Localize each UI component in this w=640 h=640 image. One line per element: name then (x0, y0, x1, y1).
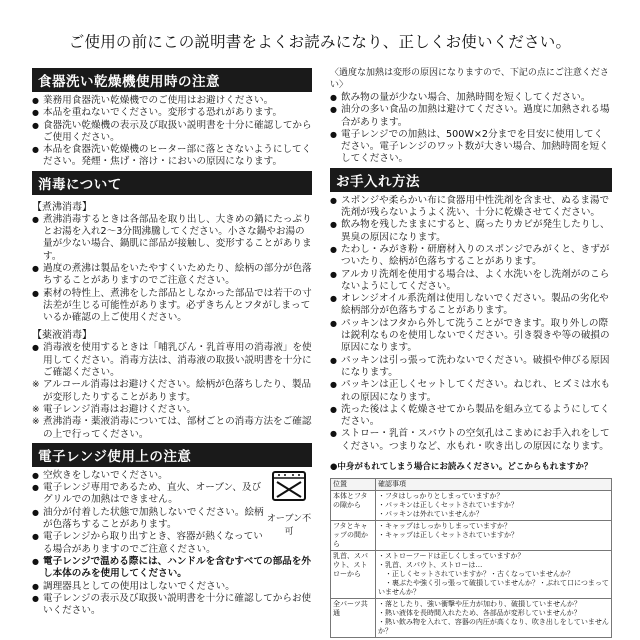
table-cell-check: ・落としたり、強い衝撃や圧力が加わり、破損していませんか？ ・熱い液体を長時間入れたため、各部品が変形していませんか？ ・熱い飲み物を入れて、容器の内圧が高くなり、吹き出しをしていませんか？ (376, 599, 612, 638)
list-item: ● アルカリ洗剤を使用する場合は、よく水洗いをし洗剤がのこらないようにしてください。 (330, 269, 612, 294)
table-cell-location: 全パーツ共通 (331, 599, 376, 638)
overheat-list (330, 92, 612, 166)
table-row (331, 521, 612, 551)
list-item: ● 素材の特性上、煮沸をした部品としなかった部品では若干の寸法差が生じる可能性があります。必ずきちんとフタがしまっているか確認の上ご使用ください。 (32, 288, 312, 325)
table-header-row (331, 479, 612, 491)
list-item: ● たわし・みがき粉・研磨材入りのスポンジでみがくと、きずがついたり、絵柄が色落ちすることがあります。 (330, 244, 612, 269)
disinfection-header: 消毒について (32, 171, 312, 195)
list-item: ● オレンジオイル系洗剤は使用しないでください。製品の劣化や絵柄部分が色落ちすることがあります。 (330, 293, 612, 318)
list-item: ● 過度の煮沸は製品をいたやすくいためたり、絵柄の部分が色落ちすることがありますのでご注意ください。 (32, 263, 312, 288)
list-item: ● 食器洗い乾燥機の表示及び取扱い説明書を十分に確認してからご使用ください。 (32, 120, 312, 145)
table-cell-location: 乳首、スパウト、ストローから (331, 551, 376, 599)
care-list (330, 195, 612, 453)
left-column (32, 66, 312, 617)
list-item: ● 油分が付着した状態で加熱しないでください。絵柄が色落ちすることがあります。 (32, 507, 266, 532)
microwave-header: 電子レンジ使用上の注意 (32, 443, 312, 467)
list-item: ● 電子レンジから取り出すとき、容器が熱くなっている場合がありますのでご注意ください。 (32, 531, 266, 556)
list-item: ● 調理器具としての使用はしないでください。 (32, 581, 312, 593)
list-item: ● パッキンは正しくセットしてください。ねじれ、ヒズミは水もれの原因になります。 (330, 379, 612, 404)
list-item: ● 本品を重ねないでください。変形する恐れがあります。 (32, 107, 312, 119)
leak-table (330, 478, 612, 638)
no-oven-figure (266, 466, 312, 556)
list-item: ● パッキンはフタから外して洗うことができます。取り外しの際は鋭利なものを使用しないでください。引き裂きや等の破損の原因になります。 (330, 318, 612, 355)
list-item: ● 電子レンジ専用であるため、直火、オーブン、及びグリルでの加熱はできません。 (32, 482, 266, 507)
microwave-row (32, 470, 312, 556)
list-item: ● 電子レンジでの加熱は、500W×2分までを目安に使用してください。電子レンジのワット数が大きい場合、加熱時間を短くしてください。 (330, 129, 612, 166)
note-item: ※ アルコール消毒はお避けください。絵柄が色落ちしたり、製品が変形したりすることがあります。 (32, 379, 312, 404)
list-item: ● ストロー・乳首・スパウトの空気孔はこまめにお手入れをしてください。つまりなど、水もれ・吹き出しの原因になります。 (330, 428, 612, 453)
table-cell-location: フタとキャップの間から (331, 521, 376, 551)
care-header: お手入れ方法 (330, 168, 612, 192)
boiling-list (32, 214, 312, 325)
page-title: ご使用の前にこの説明書をよくお読みになり、正しくお使いください。 (68, 33, 572, 51)
list-item: ● 飲み物を残したままにすると、腐ったりカビが発生したりし、異臭の原因になります。 (330, 219, 612, 244)
list-item: ● 油分の多い食品の加熱は避けてください。過度に加熱される場合があります。 (330, 104, 612, 129)
list-item: ● 業務用食器洗い乾燥機でのご使用はお避けください。 (32, 95, 312, 107)
table-row (331, 491, 612, 521)
note-item: ※ 煮沸消毒・薬液消毒については、部材ごとの消毒方法をご確認の上で行ってください。 (32, 416, 312, 441)
list-item: ● 煮沸消毒するときは各部品を取り出し、大きめの鍋にたっぷりとお湯を入れ2～3分間沸騰してください。小さな鍋やお湯の量が少ない場合、鍋肌に部品が接触し、変形することがあります。 (32, 214, 312, 263)
dishwasher-list (32, 95, 312, 169)
chemical-list (32, 342, 312, 440)
table-cell-check: ・キャップはしっかりしまっていますか？ ・キャップは正しくセットされていますか？ (376, 521, 612, 551)
list-item: ● 空炊きをしないでください。 (32, 470, 266, 482)
table-header: 確認事項 (376, 479, 612, 491)
list-item: ● 本品を食器洗い乾燥機のヒーター部に落とさないようにしてください。発煙・焦げ・溶け・においの原因になります。 (32, 144, 312, 169)
microwave-list (32, 470, 266, 556)
table-cell-check: ・ストローフードは正しくしまっていますか？ ・乳首、スパウト、ストローは… ・正しくセットされていますか？・古くなっていませんか？ ・裏ぶたや強く引っ張って破損していませんか？・ぶれて口につまっていませんか？ (376, 551, 612, 599)
list-item: ● 電子レンジの表示及び取扱い説明書を十分に確認してからお使いください。 (32, 593, 312, 618)
note-item: ※ 電子レンジ消毒はお避けください。 (32, 404, 312, 416)
table-cell-location: 本体とフタの隙から (331, 491, 376, 521)
list-item: ● 飲み物の量が少ない場合、加熱時間を短くしてください。 (330, 92, 612, 104)
overheat-intro: 〈過度な加熱は変形の原因になりますので、下記の点にご注意ください〉 (330, 68, 609, 90)
table-header: 位置 (331, 479, 376, 491)
microwave-list-2 (32, 556, 312, 617)
chemical-subheader: 【薬液消毒】 (32, 330, 92, 342)
no-oven-icon (269, 466, 309, 506)
list-item: ● スポンジや柔らかい布に食器用中性洗剤を含ませ、ぬるま湯で洗剤が残らないようよく洗い、十分に乾燥させてください。 (330, 195, 612, 220)
no-oven-caption: オーブン不可 (266, 513, 312, 537)
table-cell-check: ・フタはしっかりとしまっていますか？ ・パッキンは正しくセットされていますか？ ・パッキンは外れていませんか？ (376, 491, 612, 521)
boiling-subheader: 【煮沸消毒】 (32, 201, 92, 213)
leak-question: ●中身がもれてしまう場合にお読みください。どこからもれますか？ (330, 462, 593, 473)
list-item-bold: ● 電子レンジで温める際には、ハンドルを含むすべての部品を外し本体のみを使用してください。 (32, 556, 312, 581)
list-item: ● 消毒液を使用するときは「哺乳びん・乳首専用の消毒液」を使用してください。消毒方法は、消毒液の取扱い説明書を十分にご確認ください。 (32, 342, 312, 379)
list-item: ● パッキンは引っ張って洗わないでください。破損や伸びる原因になります。 (330, 355, 612, 380)
right-column (330, 66, 612, 638)
table-row (331, 599, 612, 638)
table-row (331, 551, 612, 599)
list-item: ● 洗った後はよく乾燥させてから製品を組み立てるようにしてください。 (330, 404, 612, 429)
dishwasher-header: 食器洗い乾燥機使用時の注意 (32, 68, 312, 92)
